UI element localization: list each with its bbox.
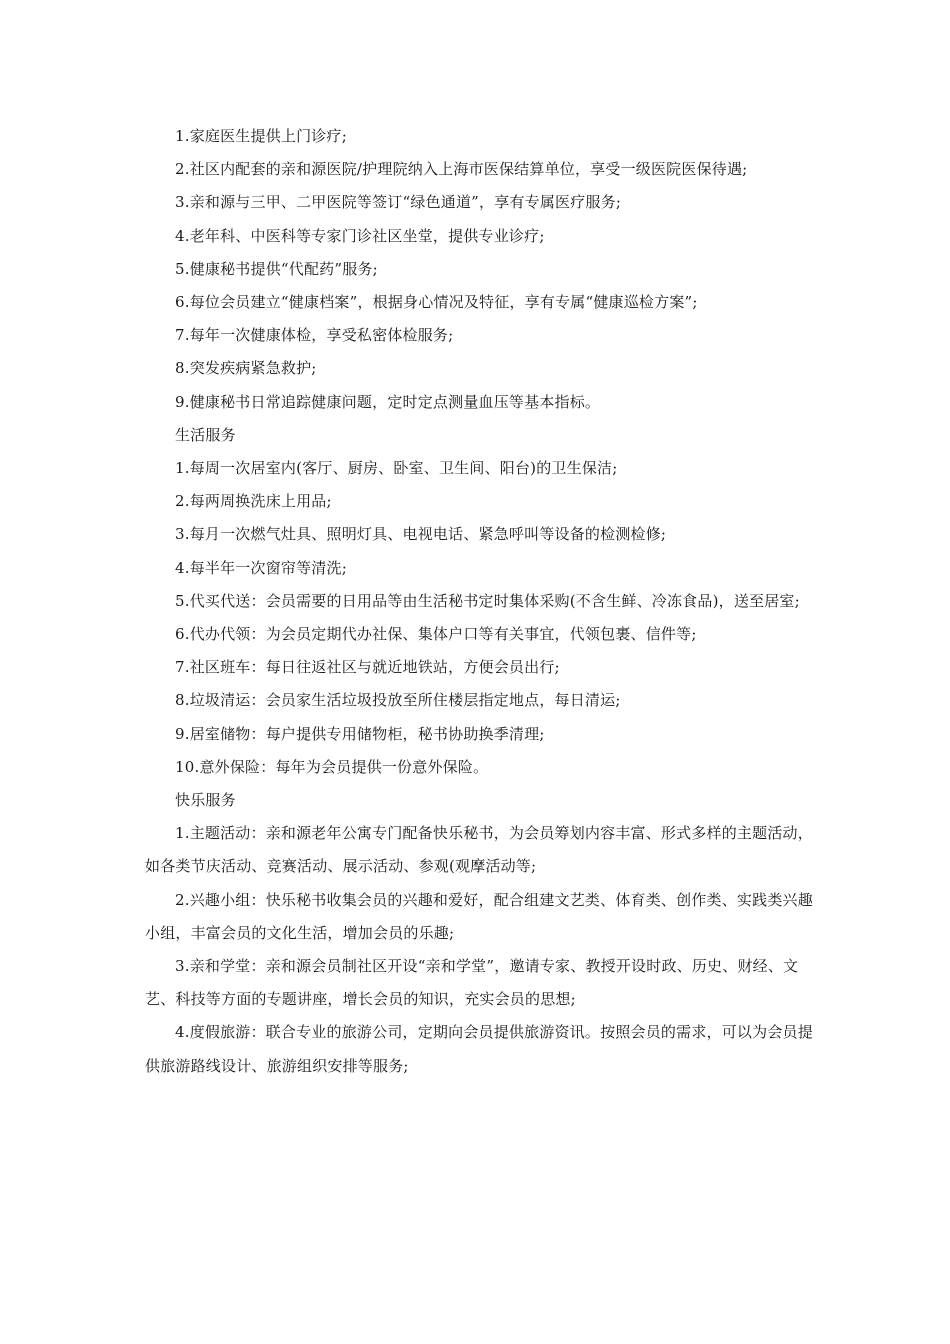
paragraph-life-10: 10.意外保险：每年为会员提供一份意外保险。 — [175, 757, 489, 776]
paragraph-life-7: 7.社区班车：每日往返社区与就近地铁站，方便会员出行; — [175, 658, 560, 677]
paragraph-life-9: 9.居室储物：每户提供专用储物柜，秘书协助换季清理; — [175, 724, 545, 743]
paragraph-health-3: 3.亲和源与三甲、二甲医院等签订“绿色通道”，享有专属医疗服务; — [175, 193, 622, 212]
paragraph-health-2: 2.社区内配套的亲和源医院/护理院纳入上海市医保结算单位，享受一级医院医保待遇; — [175, 160, 748, 179]
paragraph-life-3: 3.每月一次燃气灶具、照明灯具、电视电话、紧急呼叫等设备的检测检修; — [175, 525, 667, 544]
paragraph-health-7: 7.每年一次健康体检，享受私密体检服务; — [175, 326, 454, 345]
paragraph-life-8: 8.垃圾清运：会员家生活垃圾投放至所住楼层指定地点，每日清运; — [175, 691, 621, 710]
paragraph-health-9: 9.健康秘书日常追踪健康问题，定时定点测量血压等基本指标。 — [175, 392, 601, 411]
paragraph-life-5: 5.代买代送：会员需要的日用品等由生活秘书定时集体采购(不含生鲜、冷冻食品)，送至居室; — [175, 591, 800, 610]
paragraph-life-6: 6.代办代领：为会员定期代办社保、集体户口等有关事宜，代领包裹、信件等; — [175, 625, 697, 644]
paragraph-life-4: 4.每半年一次窗帘等清洗; — [175, 558, 347, 577]
paragraph-health-6: 6.每位会员建立“健康档案”，根据身心情况及特征，享有专属“健康巡检方案”; — [175, 293, 698, 312]
paragraph-health-4: 4.老年科、中医科等专家门诊社区坐堂，提供专业诊疗; — [175, 226, 545, 245]
paragraph-health-8: 8.突发疾病紧急救护; — [175, 359, 317, 378]
paragraph-happy-1: 1.主题活动：亲和源老年公寓专门配备快乐秘书，为会员筹划内容丰富、形式多样的主题活动，如各类节庆活动、竞赛活动、展示活动、参观(观摩活动等; — [145, 824, 813, 876]
paragraph-happy-2: 2.兴趣小组：快乐秘书收集会员的兴趣和爱好，配合组建文艺类、体育类、创作类、实践类兴趣小组，丰富会员的文化生活，增加会员的乐趣; — [145, 890, 813, 942]
paragraph-life-1: 1.每周一次居室内(客厅、厨房、卧室、卫生间、阳台)的卫生保洁; — [175, 459, 618, 478]
paragraph-health-1: 1.家庭医生提供上门诊疗; — [175, 127, 347, 145]
section-heading-life-services: 生活服务 — [175, 425, 236, 444]
section-heading-happy-services: 快乐服务 — [175, 791, 236, 810]
document-page — [145, 120, 815, 1083]
paragraph-happy-3: 3.亲和学堂：亲和源会员制社区开设“亲和学堂”，邀请专家、教授开设时政、历史、财经、文艺、科技等方面的专题讲座，增长会员的知识，充实会员的思想; — [145, 957, 799, 1009]
paragraph-happy-4: 4.度假旅游：联合专业的旅游公司，定期向会员提供旅游资讯。按照会员的需求，可以为会员提供旅游路线设计、旅游组织安排等服务; — [145, 1023, 813, 1075]
paragraph-health-5: 5.健康秘书提供“代配药”服务; — [175, 259, 378, 278]
paragraph-life-2: 2.每两周换洗床上用品; — [175, 492, 332, 511]
